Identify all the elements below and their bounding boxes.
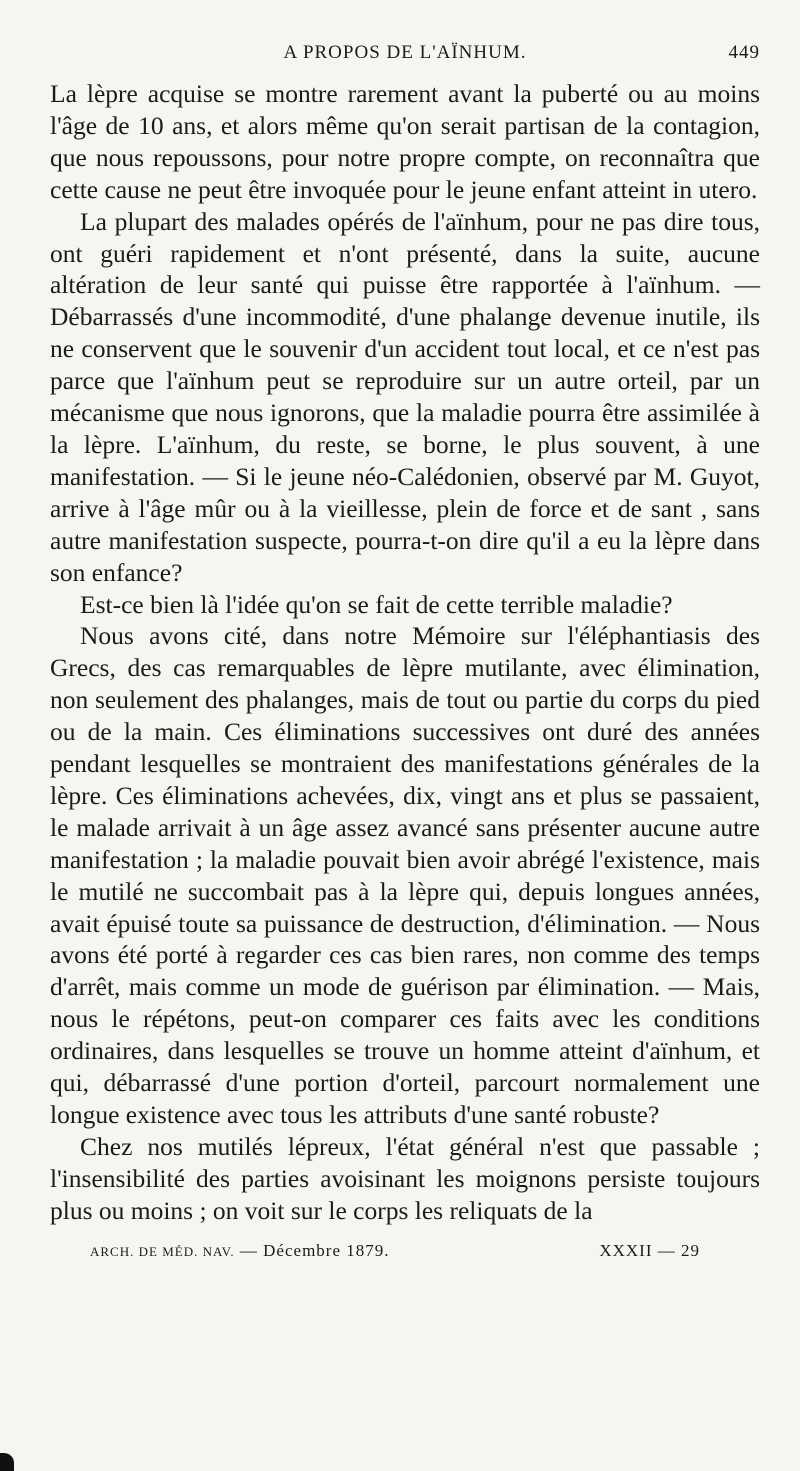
paragraph: Nous avons cité, dans notre Mémoire sur l'éléphantiasis des Grecs, des cas remarquables de lèpre mutilante, avec élimination, non seulement des phalanges, mais de tout ou partie du corps du pied ou de la main. Ces éliminations successives ont duré des années pendant lesquelles se montraient des manifestations générales de la lèpre. Ces éliminations achevées, dix, vingt ans et plus se passaient, le malade arrivait à un âge assez avancé sans présenter aucune autre manifestation ; la maladie pouvait bien avoir abrégé l'existence, mais le mutilé ne succombait pas à la lèpre qui, depuis longues années, avait épuisé toute sa puissance de destruction, d'élimination. — Nous avons été porté à regarder ces cas bien rares, non comme des temps d'arrêt, mais comme un mode de guérison par élimination. — Mais, nous le répétons, peut-on comparer ces faits avec les conditions ordinaires, dans lesquelles se trouve un homme atteint d'aïnhum, et qui, débarrassé d'une portion d'orteil, parcourt normalement une longue existence avec tous les attributs d'une santé robuste? — [50, 621, 760, 1129]
running-title: A PROPOS DE L'AÏNHUM. — [283, 42, 527, 63]
journal-abbrev: ARCH. DE MÉD. NAV. — [90, 1243, 235, 1259]
body-text — [50, 78, 760, 1227]
signature-mark: XXXII — 29 — [599, 1240, 700, 1260]
footer-journal-line — [90, 1241, 390, 1261]
page-footer — [50, 1239, 760, 1267]
issue-date: — Décembre 1879. — [239, 1240, 390, 1260]
page-number: 449 — [728, 42, 760, 63]
scan-corner-mark — [0, 1453, 14, 1471]
paragraph: Est-ce bien là l'idée qu'on se fait de cette terrible maladie? — [80, 589, 673, 619]
paragraph: La plupart des malades opérés de l'aïnhum, pour ne pas dire tous, ont guéri rapidement et n'ont présenté, dans la suite, aucune altération de leur santé qui puisse être rapportée à l'aïnhum. — Débarrassés d'une incommodité, d'une phalange devenue inutile, ils ne conservent que le souvenir d'un accident tout local, et ce n'est pas parce que l'aïnhum peut se reproduire sur un autre orteil, par un mécanisme que nous ignorons, que la maladie pourra être assimilée à la lèpre. L'aïnhum, du reste, se borne, le plus souvent, à une manifestation. — Si le jeune néo-Calédonien, observé par M. Guyot, arrive à l'âge mûr ou à la vieillesse, plein de force et de sant , sans autre manifestation suspecte, pourra-t-on dire qu'il a eu la lèpre dans son enfance? — [50, 206, 760, 587]
paragraph: Chez nos mutilés lépreux, l'état général n'est que passable ; l'insensibilité des parties avoisinant les moignons persiste toujours plus ou moins ; on voit sur le corps les reliquats de la — [50, 1131, 760, 1225]
paragraph: La lèpre acquise se montre rarement avant la puberté ou au moins l'âge de 10 ans, et alors même qu'on serait partisan de la contagion, que nous repoussons, pour notre propre compte, on reconnaîtra que cette cause ne peut être invoquée pour le jeune enfant atteint in utero. — [50, 79, 760, 204]
running-header — [50, 38, 760, 68]
